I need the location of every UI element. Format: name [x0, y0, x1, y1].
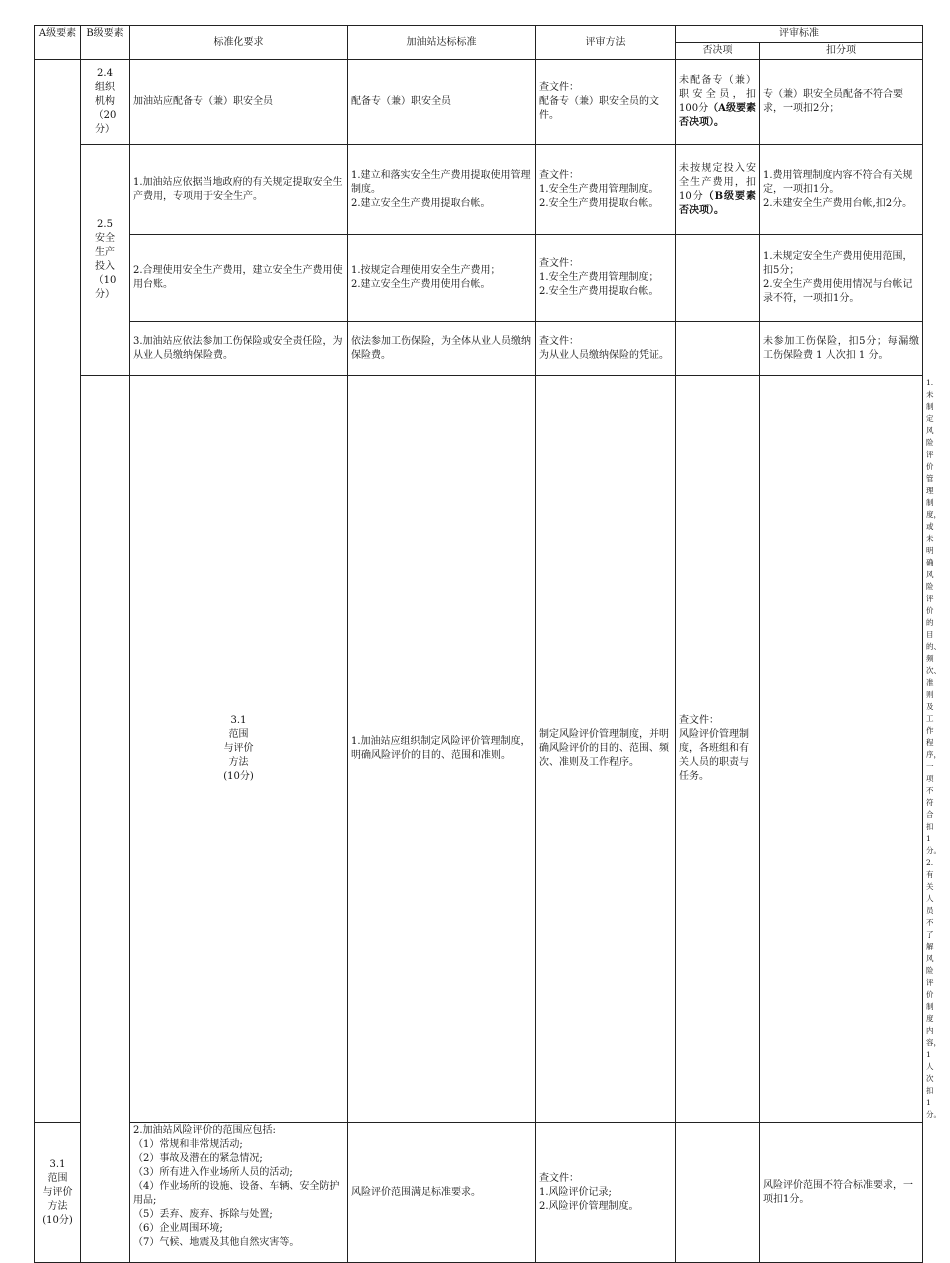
deduct-cell: 1.未规定安全生产费用使用范围，扣5分； 2.安全生产费用使用情况与台帐记录不符，一项扣1分。 [760, 235, 923, 322]
veto-bold-text: （B级要素否决项）。 [679, 190, 756, 216]
veto-cell [676, 145, 760, 235]
review-method-cell: 查文件： 1.风险评价记录; 2.风险评价管理制度。 [536, 1123, 676, 1263]
veto-cell [676, 60, 760, 145]
table-row [35, 145, 923, 235]
header-b-level: B级要素 [81, 26, 130, 60]
requirement-cell: 1.加油站应依据当地政府的有关规定提取安全生产费用，专项用于安全生产。 [130, 145, 348, 235]
table-row [35, 322, 923, 376]
deduct-cell: 专（兼）职安全员配备不符合要求，一项扣2分； [760, 60, 923, 145]
veto-cell [676, 322, 760, 376]
b-level-cell: 2.4 组织 机构 （20 分） [81, 60, 130, 145]
veto-cell [676, 1123, 760, 1263]
table-row [35, 1123, 923, 1263]
station-standard-cell: 配备专（兼）职安全员 [348, 60, 536, 145]
header-review-standard: 评审标准 [676, 26, 923, 43]
table-row: 3.1 范围 与评价 方法 (10分) 1.加油站应组织制定风险评价管理制度，明确风险评价的目的、范围和准则。 制定风险评价管理制度，并明确风险评价的目的、范围、频次、准则及工作程序。 查文件： 风险评价管理制度，各班组和有关人员的职责与任务。 1.未制定风险评价管理制度，或未明确风险评价的目的、频次、准则及工作程序，一项不符合扣1分。 2.有关人员不了解风险评价制度内容，1人次扣1分。 [35, 376, 923, 1123]
a-level-cell [81, 376, 130, 1263]
requirement-cell: 加油站应配备专（兼）职安全员 [130, 60, 348, 145]
table-row [35, 60, 923, 145]
review-method-cell: 查文件： 1.安全生产费用管理制度。 2.安全生产费用提取台帐。 [536, 145, 676, 235]
header-standard-requirement: 标准化要求 [130, 26, 348, 60]
station-standard-cell: 制定风险评价管理制度，并明确风险评价的目的、范围、频次、准则及工作程序。 [536, 376, 676, 1123]
table-row [35, 235, 923, 322]
veto-cell [676, 235, 760, 322]
station-standard-cell: 风险评价范围满足标准要求。 [348, 1123, 536, 1263]
header-station-standard: 加油站达标标准 [348, 26, 536, 60]
veto-cell [760, 376, 923, 1123]
b-level-cell: 2.5 安全 生产 投入 （10 分） [81, 145, 130, 376]
requirement-cell: 2.合理使用安全生产费用，建立安全生产费用使用台账。 [130, 235, 348, 322]
review-method-cell: 查文件： 为从业人员缴纳保险的凭证。 [536, 322, 676, 376]
deduct-cell: 1.费用管理制度内容不符合有关规定，一项扣1分。 2.未建安全生产费用台帐,扣2分。 [760, 145, 923, 235]
header-review-method: 评审方法 [536, 26, 676, 60]
requirement-cell: 3.加油站应依法参加工伤保险或安全责任险，为从业人员缴纳保险费。 [130, 322, 348, 376]
veto-bold-text: （A级要素否决项）。 [679, 103, 756, 128]
station-standard-cell: 1.建立和落实安全生产费用提取使用管理制度。 2.建立安全生产费用提取台帐。 [348, 145, 536, 235]
header-veto: 否决项 [676, 43, 760, 60]
deduct-cell: 风险评价范围不符合标准要求，一项扣1分。 [760, 1123, 923, 1263]
review-method-cell: 查文件： 1.安全生产费用管理制度； 2.安全生产费用提取台帐。 [536, 235, 676, 322]
review-method-cell: 查文件： 配备专（兼）职安全员的文件。 [536, 60, 676, 145]
requirement-cell: 2.加油站风险评价的范围应包括: （1）常规和非常规活动; （2）事故及潜在的紧急情况; （3）所有进入作业场所人员的活动; （4）作业场所的设施、设备、车辆、安全防护用品; （5）丢弃、废弃、拆除与处置; （6）企业周围环境; （7）气候、地震及其他自然灾害等。 [130, 1123, 348, 1263]
veto-text: 未按规定投入安全生产费用，扣10分 [679, 162, 756, 202]
requirement-cell: 1.加油站应组织制定风险评价管理制度，明确风险评价的目的、范围和准则。 [348, 376, 536, 1123]
station-standard-cell: 1.按规定合理使用安全生产费用； 2.建立安全生产费用使用台帐。 [348, 235, 536, 322]
b-level-cell: 3.1 范围 与评价 方法 (10分) [35, 1123, 81, 1263]
header-deduct: 扣分项 [760, 43, 923, 60]
review-method-cell: 查文件： 风险评价管理制度，各班组和有关人员的职责与任务。 [676, 376, 760, 1123]
a-level-cell [35, 60, 81, 1123]
b-level-cell: 3.1 范围 与评价 方法 (10分) [130, 376, 348, 1123]
evaluation-standard-table [34, 25, 941, 1263]
deduct-cell: 未参加工伤保险，扣5分；每漏缴工伤保险费 1 人次扣 1 分。 [760, 322, 923, 376]
veto-text: 未配备专（兼）职安全员，扣100分 [679, 75, 756, 114]
header-a-level: A级要素 [35, 26, 81, 60]
station-standard-cell: 依法参加工伤保险，为全体从业人员缴纳保险费。 [348, 322, 536, 376]
